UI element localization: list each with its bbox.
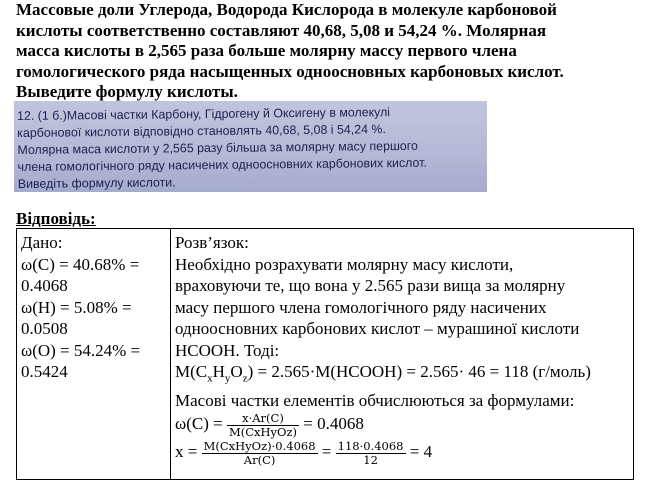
given-cell [17,229,171,480]
molar-mass-equation: $M(C_xH_yO_z)$ = 2.565·M(HCOOH) = 2.565· 46 = 118 (г/моль) [175,362,591,385]
photo-text [17,103,486,192]
solution-cell [171,229,634,480]
solution-para-line: масу першого члена гомологічного ряду насичених [175,297,547,317]
solution-para-line: HCOOH. Тоді: [175,340,280,360]
given-line: ω(H) = 5.08% = [21,297,132,317]
answer-heading: Відповідь: [16,209,96,228]
task-text-ru [16,0,641,103]
task-line: гомологического ряда насыщенных одноосновных карбоновых кислот. [16,61,564,81]
task-line: Массовые доли Углерода, Водорода Кислорода в молекуле карбоновой [16,0,557,19]
task-photo-ua [14,101,487,192]
task-line: масса кислоты в 2,565 раза больше молярну массу первого члена [16,41,517,60]
carbon-fraction-formula: ω(C) = $\frac{x\cdot Ar(C)}{\text{M(CxHyOz)}}$ = 0.4068 [175,410,364,439]
given-line: ω(C) = 40.68% = [21,254,140,274]
photo-line: 12. (1 б.)Масові частки Карбону, Гідрогену й Оксигену в молекулі [17,105,391,123]
solution-para-line: Необхідно розрахувати молярну масу кислоти, [175,254,514,274]
solution-para-line: одноосновних карбонових кислот – мурашиної кислоти [175,319,580,338]
given-line: 0.4068 [21,276,68,295]
solution-title: Розв’язок: [175,233,249,252]
photo-line: Молярна маса кислоти у 2,565 разу більша за молярну масу першого [17,138,418,157]
x-formula: x = $\frac{\text{M(CxHyOz)·0.4068}}{Ar(C)}$ = $\frac{118\cdot 0.4068}{12}$ = 4 [175,438,433,467]
formula-intro: Масові частки елементів обчислюються за формулами: [175,390,575,410]
task-line: кислоты соответственно составляют 40,68, 5,08 и 54,24 %. Молярная [16,20,547,40]
given-line: 0.0508 [21,319,68,338]
photo-line: Виведіть формулу кислоти. [17,175,176,191]
fraction: $\frac{\text{M(CxHyOz)·0.4068}}{Ar(C)}$ [203,438,316,467]
given-line: ω(O) = 54.24% = [21,340,141,360]
fraction: $\frac{x\cdot Ar(C)}{\text{M(CxHyOz)}}$ [228,410,297,439]
solution-para-line: враховуючи те, що вона у 2.565 рази вища за молярну [175,276,566,295]
photo-line: члена гомологічного ряду насичених одноосновних карбонових кислот. [17,155,427,174]
solution-table [16,228,634,480]
fraction: $\frac{118\cdot 0.4068}{12}$ [337,438,404,467]
photo-line: карбонової кислоти відповідно становлять 40,68, 5,08 і 54,24 %. [17,122,386,140]
task-line: Выведите формулу кислоты. [16,82,238,101]
given-title: Дано: [21,233,63,252]
given-line: 0.5424 [21,362,68,381]
